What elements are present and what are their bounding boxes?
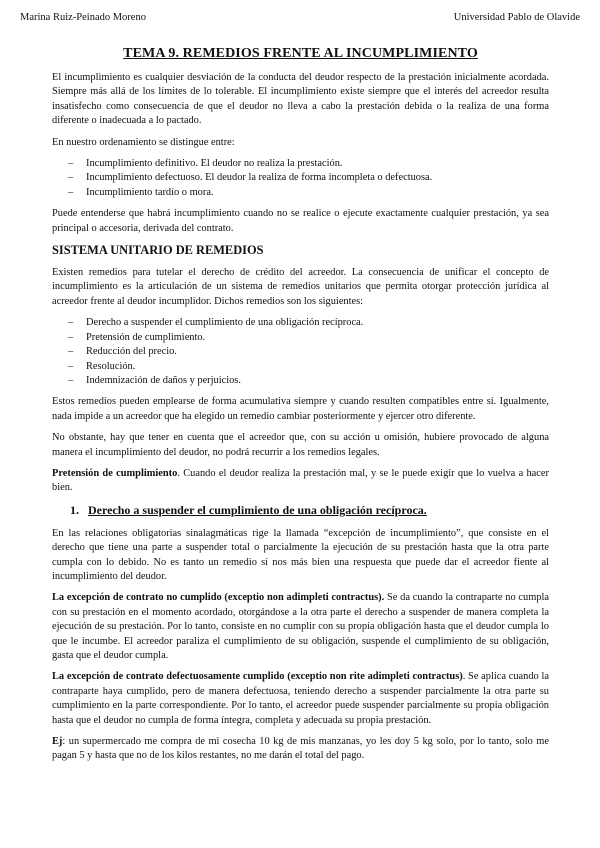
dash-bullet: – xyxy=(68,331,74,343)
remedios-list xyxy=(52,316,549,388)
intro-paragraph-2: En nuestro ordenamiento se distingue entre: xyxy=(52,136,235,148)
list-item: – Pretensión de cumplimiento. xyxy=(52,331,549,345)
subsection-title: Derecho a suspender el cumplimiento de una obligación recíproca. xyxy=(88,502,427,517)
section1-paragraph-1: Existen remedios para tutelar el derecho de crédito del acreedor. La consecuencia de unificar el concepto de incumplimiento es la articulación de un sistema de remedios unitarios que permita otorgar protección jurídica al acreedor frente al deudor incumplidor. Dichos remedios son los siguientes: xyxy=(52,267,549,307)
dash-bullet: – xyxy=(68,346,74,358)
document-body xyxy=(52,46,549,771)
list-item: – Indemnización de daños y perjuicios. xyxy=(52,374,549,388)
section1-paragraph-2: Estos remedios pueden emplearse de forma acumulativa siempre y cuando resulten compatibles entre sí. Igualmente, nada impide a un acreedor que ha elegido un remedio cambiar posteriormente y ejercer otro diferente. xyxy=(52,396,549,422)
subsection-heading-suspender xyxy=(70,503,549,518)
dash-bullet: – xyxy=(68,360,74,372)
header-university: Universidad Pablo de Olavide xyxy=(453,12,580,23)
section1-paragraph-4: Pretensión de cumplimiento. Cuando el deudor realiza la prestación mal, y se le puede exigir que lo vuelva a hacer bien. xyxy=(52,467,549,494)
section-heading-sistema-unitario: SISTEMA UNITARIO DE REMEDIOS xyxy=(52,243,264,258)
header-author: Marina Ruiz-Peinado Moreno xyxy=(20,12,146,23)
dash-bullet: – xyxy=(68,172,74,184)
list-item: – Resolución. xyxy=(52,360,549,374)
document-title: TEMA 9. REMEDIOS FRENTE AL INCUMPLIMIENTO xyxy=(123,46,478,61)
dash-bullet: – xyxy=(68,158,74,170)
bold-term: Ej xyxy=(52,736,63,748)
incumplimiento-types-list xyxy=(52,157,549,200)
section2-paragraph-4: Ej: un supermercado me compra de mi cosecha 10 kg de mis manzanas, yo les doy 5 kg solo, por lo tanto, solo me pagan 5 y hasta que no de los kilos restantes, no me darán el total del pago. xyxy=(52,736,549,762)
list-item: – Incumplimiento defectuoso. El deudor la realiza de forma incompleta o defectuosa. xyxy=(52,171,549,185)
subsection-number: 1. xyxy=(70,502,79,517)
bold-term: La excepción de contrato no cumplido (exceptio non adimpleti contractus). xyxy=(52,592,385,604)
dash-bullet: – xyxy=(68,186,74,198)
section1-paragraph-3: No obstante, hay que tener en cuenta que el acreedor que, con su acción u omisión, hubiere provocado de alguna manera el incumplimiento del deudor, no podrá recurrir a los remedios legales. xyxy=(52,432,549,458)
bold-term: Pretensión de cumplimiento xyxy=(52,467,178,479)
section2-paragraph-3: La excepción de contrato defectuosamente cumplido (exceptio non rite adimpleti contractus). Se aplica cuando la contraparte haya cumplido, pero de manera defectuosa, teniendo derecho a suspender parcialmente la otra parte su cumplimiento en la parte correspondiente. Por lo tanto, el acreedor puede suspender parcialmente su propia obligación hasta que el deudor no cumpla de forma íntegra, completa y adecuada su propia prestación. xyxy=(52,671,549,726)
list-item: – Reducción del precio. xyxy=(52,345,549,359)
intro-paragraph-3: Puede entenderse que habrá incumplimiento cuando no se realice o ejecute exactamente cualquier prestación, ya sea principal o accesoria, derivada del contrato. xyxy=(52,208,549,234)
intro-paragraph-1: El incumplimiento es cualquier desviación de la conducta del deudor respecto de la prestación inicialmente acordada. Siempre más allá de los límites de lo tolerable. El incumplimiento existe siempre que el interés del acreedor resulta insatisfecho como consecuencia de que el deudor no lleva a cabo la prestación debida o la realiza de una forma diferente o inadecuada a lo pactado. xyxy=(52,72,549,127)
list-item: – Incumplimiento tardío o mora. xyxy=(52,186,549,200)
dash-bullet: – xyxy=(68,317,74,329)
section2-paragraph-2: La excepción de contrato no cumplido (exceptio non adimpleti contractus). Se da cuando la contraparte no cumpla con su prestación en el momento acordado, otorgándose a la otra parte el derecho a suspender de manera completa la ejecución de su prestación. Por lo tanto, consiste en no cumplir con su propia obligación hasta que el deudor cumpla lo que le incumbe. El acreedor paraliza el cumplimiento de su obligación, suspende el cumplimiento de su obligación, gasta que el deudor cumpla. xyxy=(52,592,549,661)
bold-term: La excepción de contrato defectuosamente cumplido (exceptio non rite adimpleti contractus) xyxy=(52,671,463,683)
section2-paragraph-1: En las relaciones obligatorias sinalagmáticas rige la llamada “excepción de incumplimiento”, que consiste en el derecho que tiene una parte a suspender total o parcialmente la ejecución de su prestación hasta que la otra parte cumpla con lo debido. No es tanto un remedio sí nos más bien una respuesta que puede dar el acreedor fiente al incumplimiento del deudor. xyxy=(52,527,549,582)
dash-bullet: – xyxy=(68,374,74,386)
list-item: – Derecho a suspender el cumplimiento de una obligación recíproca. xyxy=(52,316,549,330)
list-item: – Incumplimiento definitivo. El deudor no realiza la prestación. xyxy=(52,157,549,171)
